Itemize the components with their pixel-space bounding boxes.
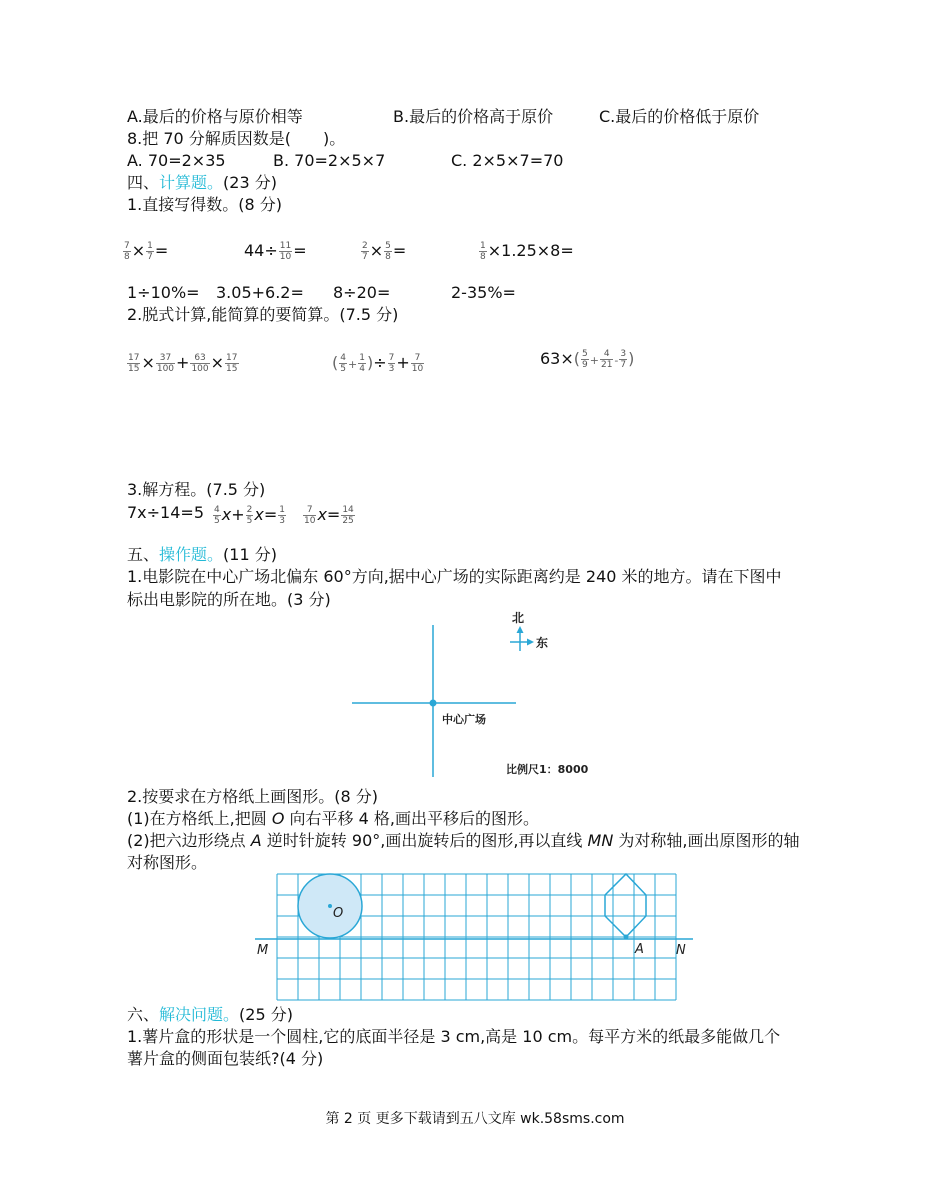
step-expr-2: ( $\frac{4}{5}$ + $\frac{1}{4}$ )÷ $\frac{7}{3}$ + $\frac{7}{10}$ (332, 353, 424, 374)
section-5-heading: 五、操作题。(11 分) (127, 545, 277, 564)
option-7a: A.最后的价格与原价相等 (127, 107, 303, 126)
map-figure (340, 605, 620, 785)
equation-1: 7x÷14=5 (127, 503, 204, 522)
hexagon (605, 874, 646, 937)
q5-2-sub-2-line-2: 对称图形。 (127, 853, 208, 872)
question-8: 8.把 70 分解质因数是( )。 (127, 129, 346, 148)
label-o: O (333, 906, 344, 921)
label-n: N (676, 943, 686, 958)
q6-1-line-1: 1.薯片盒的形状是一个圆柱,它的底面半径是 3 cm,高是 10 cm。每平方米的纸最多能做几个 (127, 1027, 781, 1046)
q4-1-title: 1.直接写得数。(8 分) (127, 195, 283, 214)
grid-figure (245, 866, 705, 1008)
scale-label: 比例尺1：8000 (506, 763, 589, 776)
step-expr-1: $\frac{17}{15}$ × $\frac{37}{100}$ + $\frac{63}{100}$ × $\frac{17}{15}$ (128, 353, 238, 374)
center-label: 中心广场 (442, 713, 486, 726)
section-6-heading: 六、解决问题。(25 分) (127, 1005, 293, 1024)
expr-3: $\frac{2}{7}$ × $\frac{5}{8}$ = (362, 241, 407, 262)
expr-6: 3.05+6.2= (216, 283, 304, 302)
option-8b: B. 70=2×5×7 (273, 151, 386, 170)
equation-3: $\frac{7}{10}$ x= $\frac{14}{25}$ (304, 505, 354, 526)
expr-4: $\frac{1}{8}$ ×1.25×8= (480, 241, 574, 262)
section-5-title: 操作题。 (159, 545, 224, 564)
equation-2: $\frac{4}{5}$ x+ $\frac{2}{5}$ x= $\frac{1}{3}$ (214, 505, 285, 526)
center-point (430, 700, 437, 707)
q4-3-title: 3.解方程。(7.5 分) (127, 480, 266, 499)
step-expr-3: 63×( $\frac{5}{9}$ + $\frac{4}{21}$ - $\frac{3}{7}$ ) (540, 349, 635, 370)
option-7b: B.最后的价格高于原价 (393, 107, 554, 126)
section-6-title: 解决问题。 (159, 1005, 240, 1024)
q5-2-title: 2.按要求在方格纸上画图形。(8 分) (127, 787, 379, 806)
option-8c: C. 2×5×7=70 (451, 151, 564, 170)
east-label: 东 (536, 636, 549, 650)
q5-2-sub-2-line-1: (2)把六边形绕点 A 逆时针旋转 90°,画出旋转后的图形,再以直线 MN 为对称轴,画出原图形的轴 (127, 831, 800, 850)
label-a: A (635, 942, 644, 957)
section-4-heading: 四、计算题。(23 分) (127, 173, 277, 192)
equations-row (122, 502, 372, 534)
step-calc-row (122, 346, 662, 382)
expr-8: 2-35%= (451, 283, 516, 302)
expr-7: 8÷20= (333, 283, 391, 302)
q5-1-line-2: 标出电影院的所在地。(3 分) (127, 590, 331, 609)
compass-icon (510, 626, 534, 651)
point-a (624, 935, 629, 940)
expr-1: $\frac{7}{8}$ × $\frac{1}{7}$ = (124, 241, 169, 262)
section-4-title: 计算题。 (159, 173, 224, 192)
q4-2-title: 2.脱式计算,能简算的要简算。(7.5 分) (127, 305, 399, 324)
option-7c: C.最后的价格低于原价 (599, 107, 760, 126)
circle-center-point (328, 904, 332, 908)
expr-5: 1÷10%= (127, 283, 200, 302)
expr-2: 44÷ $\frac{11}{10}$ = (244, 241, 307, 262)
page-footer: 第 2 页 更多下载请到五八文库 wk.58sms.com (325, 1111, 625, 1127)
q5-1-line-1: 1.电影院在中心广场北偏东 60°方向,据中心广场的实际距离约是 240 米的地方。请在下图中 (127, 567, 782, 586)
direct-calc-row-1 (122, 236, 592, 270)
north-label: 北 (512, 611, 525, 625)
q5-2-sub-1: (1)在方格纸上,把圆 O 向右平移 4 格,画出平移后的图形。 (127, 809, 539, 828)
label-m: M (257, 943, 269, 958)
option-8a: A. 70=2×35 (127, 151, 226, 170)
q6-1-line-2: 薯片盒的侧面包装纸?(4 分) (127, 1049, 324, 1068)
